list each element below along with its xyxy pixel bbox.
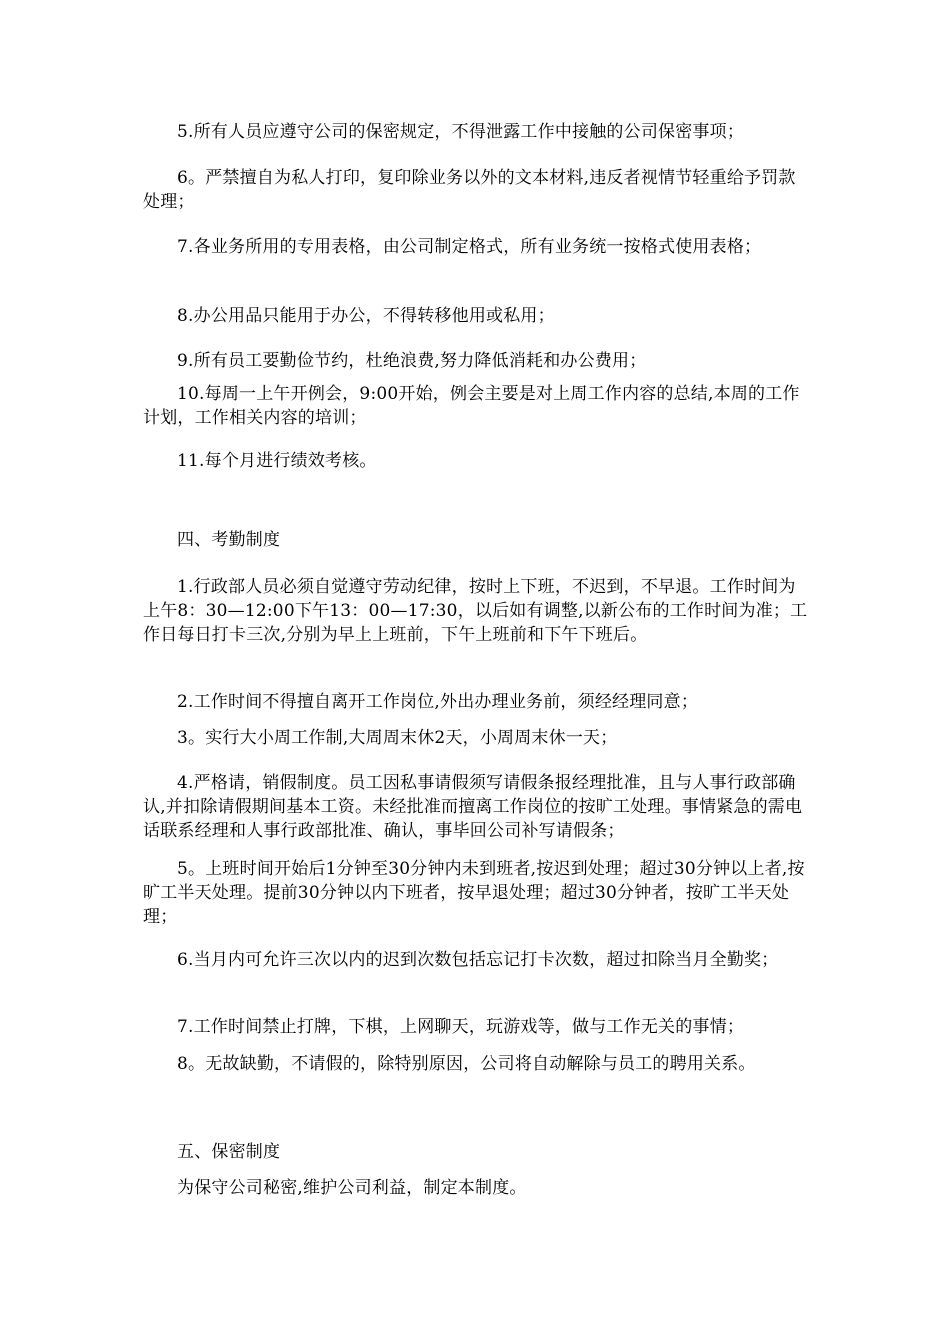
attendance-rule-5: 5。上班时间开始后1分钟至30分钟内未到班者,按迟到处理；超过30分钟以上者,按旷工半天处理。提前30分钟以内下班者，按早退处理；超过30分钟者，按旷工半天处理； [143, 859, 805, 927]
confidentiality-intro: 为保守公司秘密,维护公司利益，制定本制度。 [177, 1178, 527, 1198]
attendance-rule-7: 7.工作时间禁止打牌，下棋，上网聊天，玩游戏等，做与工作无关的事情； [177, 1017, 745, 1037]
attendance-rule-1: 1.行政部人员必须自觉遵守劳动纪律，按时上下班，不迟到，不早退。工作时间为上午8：30—12:00下午13：00—17:30，以后如有调整,以新公布的工作时间为准；工作日每日打卡三次,分别为早上上班前，下午上班前和下午下班后。 [143, 577, 808, 645]
attendance-rule-2: 2.工作时间不得擅自离开工作岗位,外出办理业务前，须经经理同意； [177, 692, 699, 712]
section-heading-attendance: 四、考勤制度 [177, 530, 281, 550]
rule-5-confidentiality: 5.所有人员应遵守公司的保密规定，不得泄露工作中接触的公司保密事项； [177, 122, 745, 142]
rule-6-printing: 6。严禁擅自为私人打印，复印除业务以外的文本材料,违反者视情节轻重给予罚款处理； [143, 168, 796, 212]
rule-9-frugality: 9.所有员工要勤俭节约，杜绝浪费,努力降低消耗和办公费用； [177, 351, 647, 371]
attendance-rule-4: 4.严格请，销假制度。员工因私事请假须写请假条报经理批准，且与人事行政部确认,并扣除请假期间基本工资。未经批准而擅离工作岗位的按旷工处理。事情紧急的需电话联系经理和人事行政部批准、确认，事毕回公司补写请假条； [143, 773, 803, 841]
section-heading-confidentiality: 五、保密制度 [177, 1142, 281, 1162]
rule-7-forms: 7.各业务所用的专用表格，由公司制定格式，所有业务统一按格式使用表格； [177, 237, 762, 257]
rule-8-office-supplies: 8.办公用品只能用于办公，不得转移他用或私用； [177, 306, 555, 326]
attendance-rule-6: 6.当月内可允许三次以内的迟到次数包括忘记打卡次数，超过扣除当月全勤奖； [177, 950, 779, 970]
rule-11-performance-review: 11.每个月进行绩效考核。 [177, 451, 377, 471]
rule-10-weekly-meeting: 10.每周一上午开例会，9:00开始，例会主要是对上周工作内容的总结,本周的工作计划，工作相关内容的培训； [143, 384, 800, 428]
attendance-rule-8: 8。无故缺勤，不请假的，除特别原因，公司将自动解除与员工的聘用关系。 [177, 1054, 756, 1074]
attendance-rule-3: 3。实行大小周工作制,大周周末休2天，小周周末休一天； [177, 728, 618, 748]
